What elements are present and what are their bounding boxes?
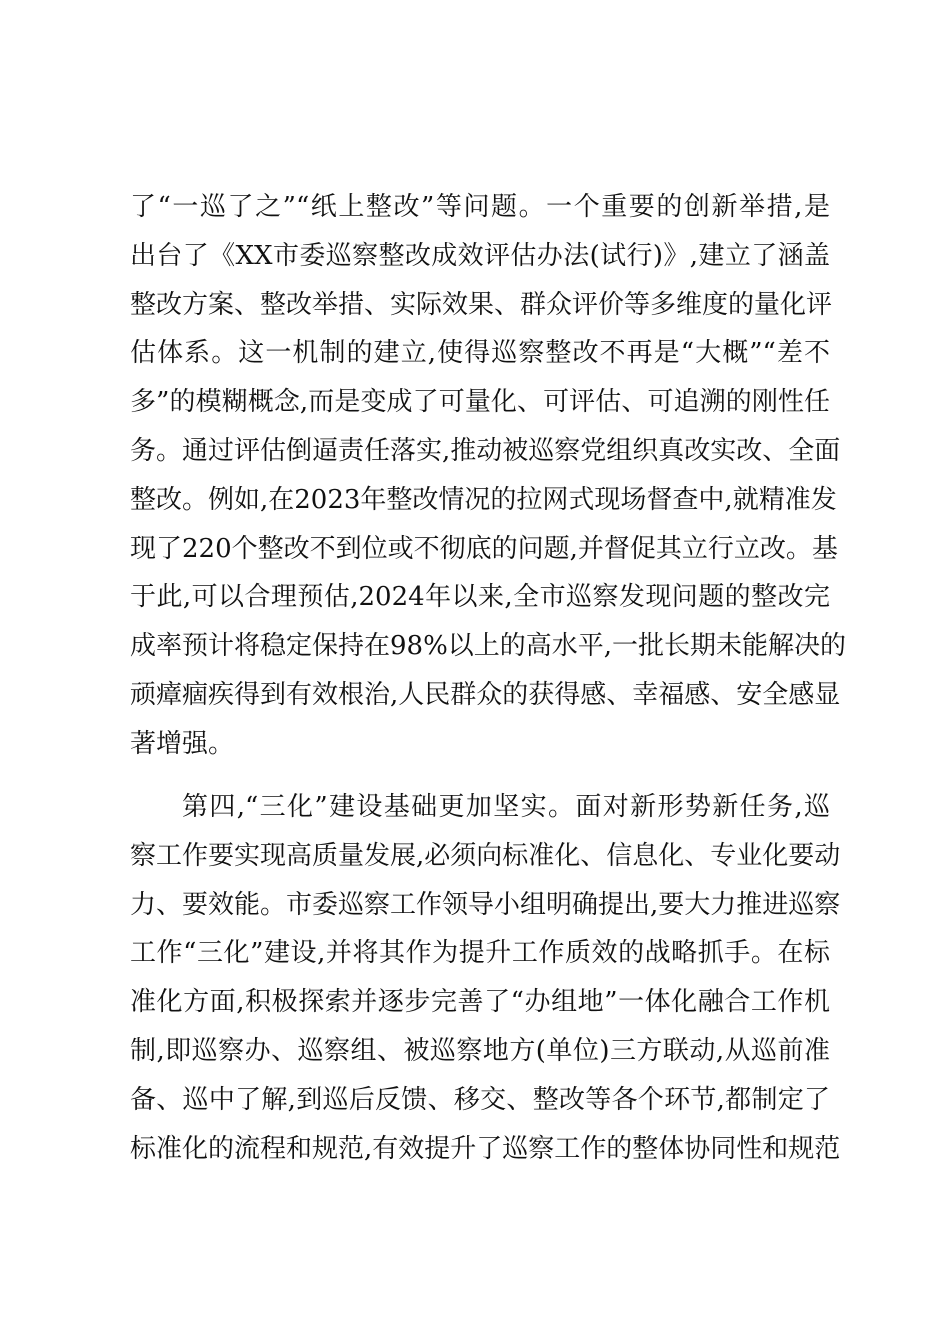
text-line: 顽瘴痼疾得到有效根治,人民群众的获得感、幸福感、安全感显 xyxy=(130,679,841,710)
text-line: 于此,可以合理预估,2024年以来,全市巡察发现问题的整改完 xyxy=(130,582,830,613)
text-line: 整改。例如,在2023年整改情况的拉网式现场督查中,就精准发 xyxy=(130,484,837,515)
text-line: 著增强。 xyxy=(130,728,235,759)
text-line: 了“一巡了之”“纸上整改”等问题。一个重要的创新举措,是 xyxy=(130,192,830,222)
text-line: 成率预计将稳定保持在98%以上的高水平,一批长期未能解决的 xyxy=(130,631,847,662)
text-line: 制,即巡察办、巡察组、被巡察地方(单位)三方联动,从巡前准 xyxy=(130,1035,830,1066)
text-line: 第四,“三化”建设基础更加坚实。面对新形势新任务,巡 xyxy=(182,792,830,822)
paragraph-rectification xyxy=(130,183,847,769)
paragraph-three-modernizations xyxy=(130,783,841,1173)
text-line: 力、要效能。市委巡察工作领导小组明确提出,要大力推进巡察 xyxy=(130,889,841,920)
text-line: 准化方面,积极探索并逐步完善了“办组地”一体化融合工作机 xyxy=(130,987,830,1018)
text-line: 出台了《XX市委巡察整改成效评估办法(试行)》,建立了涵盖 xyxy=(130,240,830,271)
text-line: 多”的模糊概念,而是变成了可量化、可评估、可追溯的刚性任 xyxy=(130,387,830,418)
text-line: 标准化的流程和规范,有效提升了巡察工作的整体协同性和规范 xyxy=(130,1133,841,1164)
text-line: 工作“三化”建设,并将其作为提升工作质效的战略抓手。在标 xyxy=(130,938,830,969)
text-line: 务。通过评估倒逼责任落实,推动被巡察党组织真改实改、全面 xyxy=(130,435,841,466)
text-line: 察工作要实现高质量发展,必须向标准化、信息化、专业化要动 xyxy=(130,840,841,871)
text-line: 现了220个整改不到位或不彻底的问题,并督促其立行立改。基 xyxy=(130,533,838,564)
text-line: 整改方案、整改举措、实际效果、群众评价等多维度的量化评 xyxy=(130,289,833,320)
text-line: 估体系。这一机制的建立,使得巡察整改不再是“大概”“差不 xyxy=(130,338,830,369)
text-line: 备、巡中了解,到巡后反馈、移交、整改等各个环节,都制定了 xyxy=(130,1084,830,1115)
